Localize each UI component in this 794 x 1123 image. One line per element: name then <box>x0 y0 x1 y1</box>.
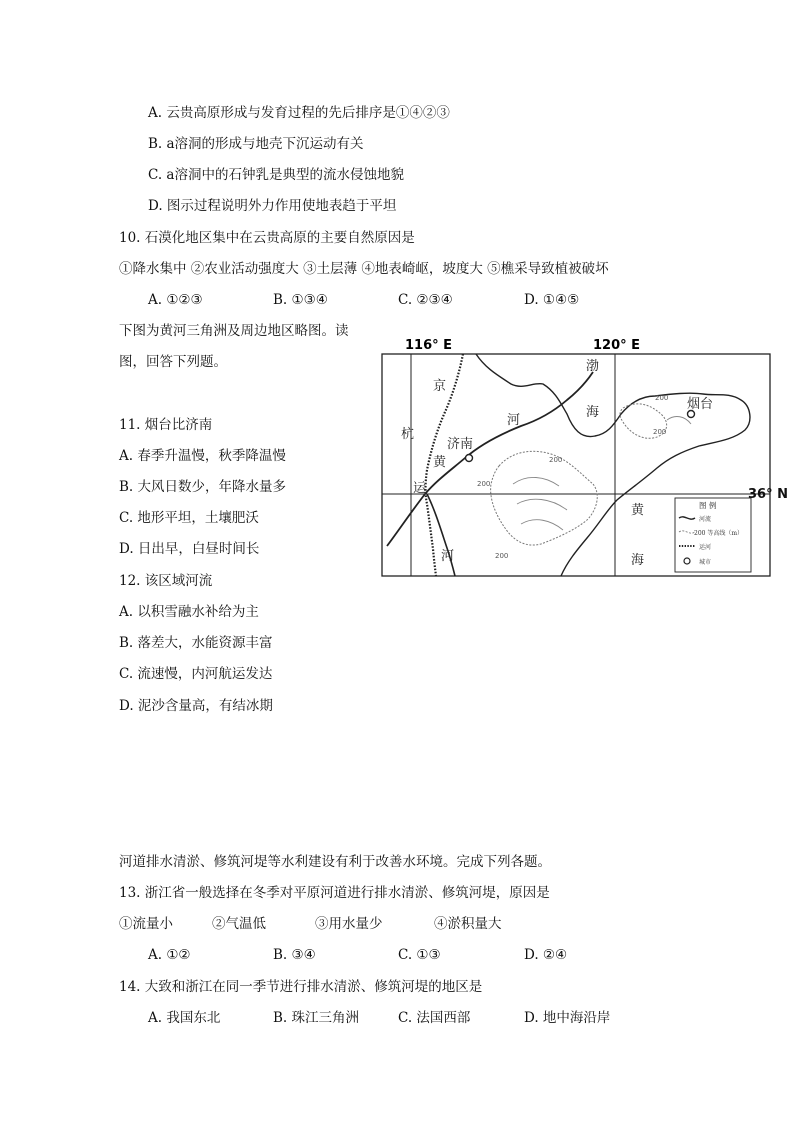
legend-city-label: 城市 <box>699 559 712 566</box>
canal-char-jing: 京 <box>433 379 447 394</box>
yellow-river-delta-map <box>381 334 771 577</box>
bohai-char-1: 渤 <box>586 359 600 374</box>
contour-label-4: 200 <box>653 428 667 436</box>
q13-item-1: ①流量小 <box>119 916 173 932</box>
yellow-sea-char-2: 海 <box>631 553 645 568</box>
q14-option-a: A. 我国东北 <box>148 1010 221 1026</box>
q10-items: ①降水集中 ②农业活动强度大 ③土层薄 ④地表崎岖，坡度大 ⑤樵采导致植被破坏 <box>119 261 609 277</box>
q12-option-b: B. 落差大，水能资源丰富 <box>119 635 273 651</box>
q13-option-d: D. ②④ <box>524 947 568 963</box>
yantai-label: 烟台 <box>687 397 714 412</box>
q9-option-c: C. a溶洞中的石钟乳是典型的流水侵蚀地貌 <box>148 167 404 183</box>
contour-label-2: 200 <box>477 480 491 488</box>
q12-option-c: C. 流速慢，内河航运发达 <box>119 666 273 682</box>
contour-label-3: 200 <box>495 552 509 560</box>
contour-label-5: 200 <box>655 394 669 402</box>
q9-option-a: A. 云贵高原形成与发育过程的先后排序是①④②③ <box>148 105 450 121</box>
q10-option-a: A. ①②③ <box>148 292 203 308</box>
q13-stem: 13. 浙江省一般选择在冬季对平原河道进行排水清淤、修筑河堤，原因是 <box>119 885 550 901</box>
legend-canal-label: 运河 <box>699 544 712 551</box>
q10-option-b: B. ①③④ <box>273 292 328 308</box>
canal-char-hang: 杭 <box>401 427 415 442</box>
lat-36-label: 36° N <box>748 487 788 502</box>
q13-option-b: B. ③④ <box>273 947 316 963</box>
q13-option-c: C. ①③ <box>398 947 441 963</box>
q14-option-b: B. 珠江三角洲 <box>273 1010 360 1026</box>
legend-contour-label: 200 等高线（m） <box>694 530 744 537</box>
legend-city-symbol <box>684 558 690 564</box>
jinan-label: 济南 <box>447 437 474 452</box>
q10-option-d: D. ①④⑤ <box>524 292 580 308</box>
yellow-sea-char-1: 黄 <box>631 503 645 518</box>
lon-120-label: 120° E <box>593 338 641 353</box>
q11-option-c: C. 地形平坦，土壤肥沃 <box>119 510 259 526</box>
q12-stem: 12. 该区域河流 <box>119 573 213 589</box>
q13-option-a: A. ①② <box>148 947 191 963</box>
q12-option-d: D. 泥沙含量高，有结冰期 <box>119 698 273 714</box>
map-intro-line1: 下图为黄河三角洲及周边地区略图。读 <box>119 323 349 339</box>
q9-option-b: B. a溶洞的形成与地壳下沉运动有关 <box>148 136 364 152</box>
q10-option-c: C. ②③④ <box>398 292 453 308</box>
map-legend <box>675 498 751 572</box>
q14-stem: 14. 大致和浙江在同一季节进行排水清淤、修筑河堤的地区是 <box>119 979 483 995</box>
q13-item-3: ③用水量少 <box>315 916 383 932</box>
river-char-huang: 黄 <box>433 455 447 470</box>
q13-item-2: ②气温低 <box>212 916 266 932</box>
q11-option-d: D. 日出早，白昼时间长 <box>119 541 260 557</box>
q12-option-a: A. 以积雪融水补给为主 <box>119 604 259 620</box>
q14-option-c: C. 法国西部 <box>398 1010 471 1026</box>
bohai-char-2: 海 <box>586 405 600 420</box>
legend-title: 图 例 <box>699 501 717 510</box>
q11-option-b: B. 大风日数少，年降水量多 <box>119 479 287 495</box>
q9-option-d: D. 图示过程说明外力作用使地表趋于平坦 <box>148 198 397 214</box>
q11-option-a: A. 春季升温慢，秋季降温慢 <box>119 448 286 464</box>
q10-stem: 10. 石漠化地区集中在云贵高原的主要自然原因是 <box>119 230 415 246</box>
river-char-he-2: 河 <box>441 549 455 564</box>
jinan-city-marker <box>466 455 473 462</box>
map-intro-line2: 图，回答下列题。 <box>119 354 227 370</box>
q14-option-d: D. 地中海沿岸 <box>524 1010 611 1026</box>
q11-stem: 11. 烟台比济南 <box>119 417 213 433</box>
contour-label-1: 200 <box>549 456 563 464</box>
lon-116-label: 116° E <box>405 338 453 353</box>
river-char-he-1: 河 <box>507 413 521 428</box>
q13-item-4: ④淤积量大 <box>434 916 502 932</box>
canal-char-yun: 运 <box>413 481 427 496</box>
legend-river-label: 河流 <box>699 516 712 523</box>
section-intro: 河道排水清淤、修筑河堤等水利建设有利于改善水环境。完成下列各题。 <box>119 854 551 870</box>
